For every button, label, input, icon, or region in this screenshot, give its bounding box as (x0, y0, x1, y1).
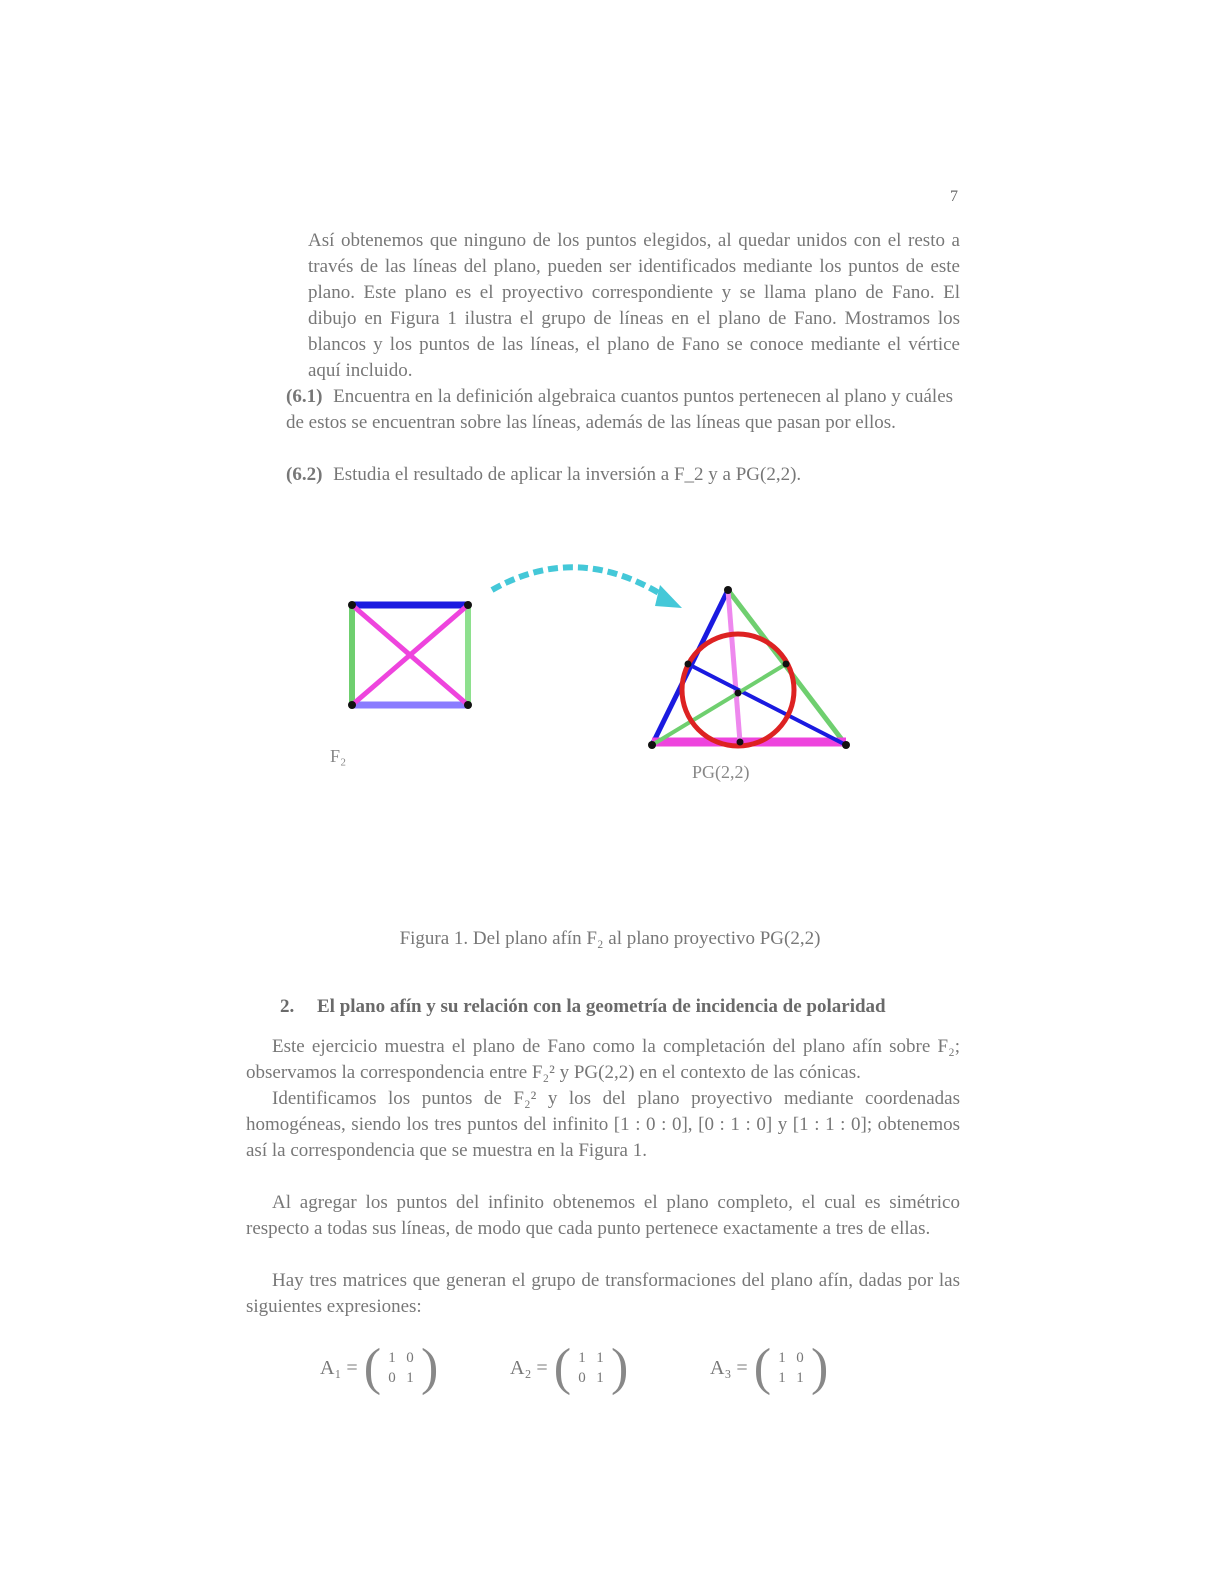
exercise-item-2 (286, 462, 960, 488)
fano-point-center (735, 690, 742, 697)
body-paragraph-4: Hay tres matrices que generan el grupo de transformaciones del plano afín, dadas por las siguientes expresiones: (246, 1270, 960, 1317)
matrix-1: A₁ = ( 1 0 0 1 ) (320, 1339, 439, 1396)
matrix-cell: 1 (596, 1350, 604, 1366)
exercise-text-2: Estudia el resultado de aplicar la inversión a F_2 y a PG(2,2). (333, 464, 802, 485)
fano-point-top (724, 586, 732, 594)
body-paragraph-1: Este ejercicio muestra el plano de Fano como la completación del plano afín sobre F₂; observamos la correspondencia entre F₂² y PG(2,2) en el contexto de las cónicas. (246, 1036, 960, 1083)
matrix-name-1: A₁ = (320, 1356, 358, 1379)
figure-affine-to-projective (320, 530, 900, 800)
intro-paragraph: Así obtenemos que ninguno de los puntos elegidos, al quedar unidos con el resto a través de las líneas del plano, pueden ser identificados mediante los puntos de este plano. Este plano es el proyectivo correspondiente y se llama plano de Fano. El dibujo en Figura 1 ilustra el grupo de líneas en el plano de Fano. Mostramos los blancos y los puntos de las líneas, el plano de Fano se conoce mediante el vértice aquí incluido. (308, 230, 960, 381)
arrow-head-icon (655, 585, 682, 608)
matrix-cell: 0 (796, 1350, 804, 1366)
matrix-name-2: A₂ = (510, 1356, 548, 1379)
point-1 (348, 601, 356, 609)
point-3 (348, 701, 356, 709)
affine-plane-diagram (348, 601, 472, 709)
fano-point-mid-right (783, 661, 790, 668)
point-2 (464, 601, 472, 609)
matrix-name-3: A₃ = (710, 1356, 748, 1379)
matrix-2: A₂ = ( 1 1 0 1 ) (510, 1339, 629, 1396)
section-heading (280, 996, 960, 1018)
page-number: 7 (950, 188, 958, 205)
matrix-cell: 1 (778, 1370, 786, 1386)
mapping-arrow (492, 567, 670, 600)
exercise-item-1 (286, 384, 960, 436)
matrix-cell: 1 (796, 1370, 804, 1386)
figure-drawing (320, 530, 900, 800)
exercise-text-1: Encuentra en la definición algebraica cuantos puntos pertenecen al plano y cuáles de estos se encuentran sobre las líneas, además de las líneas que pasan por ellos. (286, 386, 954, 433)
matrix-cell: 0 (388, 1370, 396, 1386)
figure-caption: Figura 1. Del plano afín F₂ al plano proyectivo PG(2,2) (399, 928, 821, 949)
section-number: 2. (280, 996, 295, 1017)
affine-plane-label: F₂ (330, 746, 347, 766)
matrix-cell: 1 (578, 1350, 586, 1366)
matrix-cell: 1 (406, 1370, 414, 1386)
point-4 (464, 701, 472, 709)
fano-point-right (842, 741, 850, 749)
exercise-label-1: (6.1) (286, 386, 323, 407)
matrix-3: A₃ = ( 1 0 1 1 ) (710, 1339, 829, 1396)
body-paragraph-3: Al agregar los puntos del infinito obtenemos el plano completo, el cual es simétrico respecto a todas sus líneas, de modo que cada punto pertenece exactamente a tres de ellas. (246, 1192, 960, 1239)
matrix-row (320, 1338, 900, 1398)
fano-point-mid-base (737, 739, 744, 746)
exercise-label-2: (6.2) (286, 464, 323, 485)
matrix-cell: 1 (388, 1350, 396, 1366)
body-paragraph-2: Identificamos los puntos de F₂² y los del plano proyectivo mediante coordenadas homogéneas, siendo los tres puntos del infinito [1 : 0 : 0], [0 : 1 : 0] y [1 : 1 : 0]; obtenemos así la correspondencia que se muestra en la Figura 1. (246, 1088, 960, 1161)
fano-point-left (648, 741, 656, 749)
matrix-cell: 0 (578, 1370, 586, 1386)
matrix-cell: 1 (778, 1350, 786, 1366)
fano-point-mid-left (685, 661, 692, 668)
fano-plane-diagram (648, 586, 850, 749)
matrix-cell: 0 (406, 1350, 414, 1366)
section-title: El plano afín y su relación con la geometría de incidencia de polaridad (317, 996, 886, 1017)
matrix-cell: 1 (596, 1370, 604, 1386)
projective-plane-label: PG(2,2) (692, 762, 750, 782)
fano-median-line-1 (728, 590, 740, 742)
